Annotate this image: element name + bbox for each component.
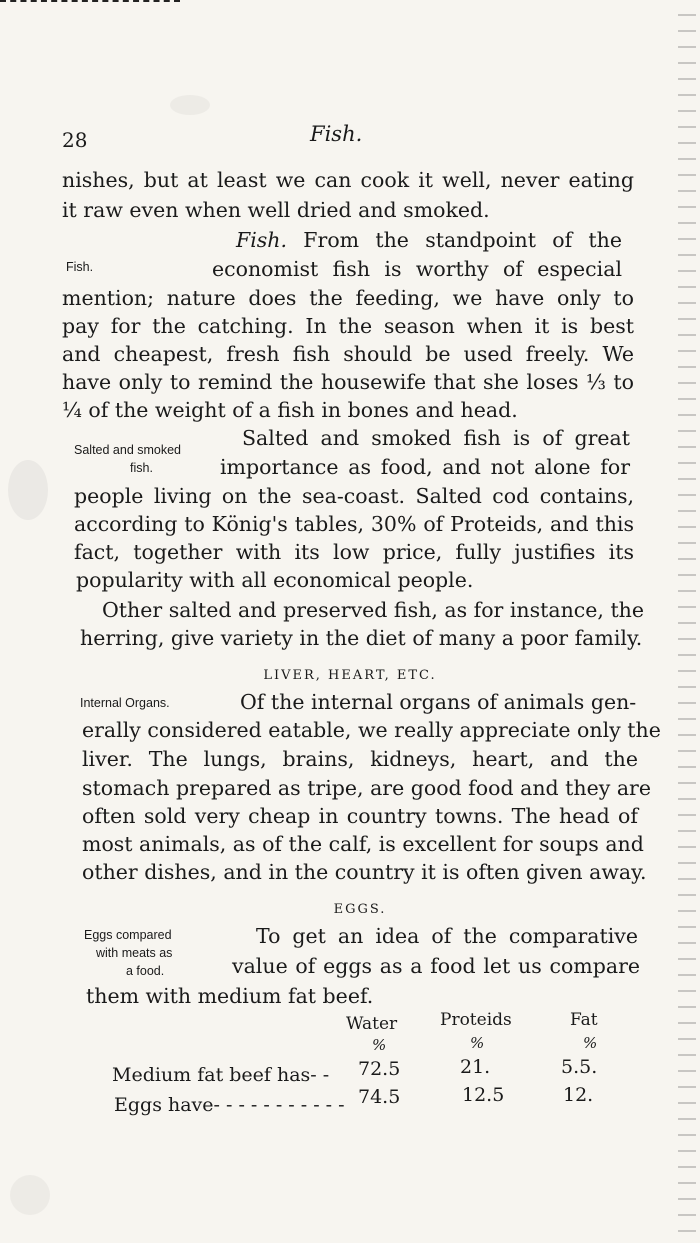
column-unit: % — [372, 1036, 387, 1054]
fish-heading: Fish. — [236, 228, 288, 252]
text-line: have only to remind the housewife that she loses ⅓ to — [62, 370, 634, 394]
column-header: Fat — [570, 1010, 598, 1030]
text-line: liver. The lungs, brains, kidneys, heart, and the — [82, 747, 638, 771]
text-line: Of the internal organs of animals gen- — [240, 690, 637, 714]
column-unit: % — [583, 1034, 598, 1052]
text-line: Salted and smoked fish is of great — [242, 426, 630, 450]
text-line: according to König's tables, 30% of Proteids, and this — [74, 512, 634, 536]
text-line: other dishes, and in the country it is often given away. — [82, 860, 647, 884]
text-line: herring, give variety in the diet of many a poor family. — [80, 626, 643, 650]
margin-note-eggs: a food. — [126, 964, 165, 978]
margin-note-internal: Internal Organs. — [80, 696, 170, 710]
text-line: popularity with all economical people. — [76, 568, 474, 592]
page-number: 28 — [62, 128, 88, 152]
column-header: Water — [346, 1014, 398, 1034]
row-label: Eggs have- - - - - - - - - - - — [114, 1094, 345, 1116]
text-line: mention; nature does the feeding, we have only to — [62, 286, 634, 310]
text-line: stomach prepared as tripe, are good food and they are — [82, 776, 651, 800]
text-line: Other salted and preserved fish, as for instance, the — [102, 598, 645, 622]
table-cell: 72.5 — [358, 1058, 401, 1080]
margin-note-salted: Salted and smoked — [74, 443, 182, 457]
paper-speckle — [8, 460, 48, 520]
text-line: most animals, as of the calf, is excellent for soups and — [82, 832, 644, 856]
text-line: pay for the catching. In the season when it is best — [62, 314, 634, 338]
row-label: Medium fat beef has- - — [112, 1064, 330, 1086]
top-edge-mark — [0, 0, 180, 10]
margin-note-eggs: Eggs compared — [84, 928, 172, 942]
table-cell: 5.5. — [561, 1056, 598, 1078]
table-cell: 12.5 — [462, 1084, 505, 1106]
column-header: Proteids — [440, 1010, 512, 1030]
text-line: it raw even when well dried and smoked. — [62, 198, 490, 222]
page-edge-texture — [678, 0, 696, 1243]
text-line: fact, together with its low price, fully justifies its — [74, 540, 634, 564]
running-title: Fish. — [310, 122, 363, 146]
text-line: often sold very cheap in country towns. The head of — [82, 804, 638, 828]
text-line: people living on the sea-coast. Salted cod contains, — [74, 484, 634, 508]
section-heading-liver: LIVER, HEART, ETC. — [263, 668, 437, 683]
text-span: From the standpoint of the — [303, 228, 622, 252]
text-line — [236, 226, 622, 254]
margin-note-eggs: with meats as — [96, 946, 173, 960]
text-line: importance as food, and not alone for — [220, 455, 630, 479]
text-line: erally considered eatable, we really appreciate only the — [82, 718, 661, 742]
section-heading-eggs: EGGS. — [333, 902, 387, 917]
margin-note-salted: fish. — [130, 461, 153, 475]
text-line: value of eggs as a food let us compare — [232, 954, 640, 978]
text-line: and cheapest, fresh fish should be used freely. We — [62, 342, 634, 366]
table-cell: 21. — [460, 1056, 491, 1078]
paper-speckle — [10, 1175, 50, 1215]
table-cell: 74.5 — [358, 1086, 401, 1108]
table-cell: 12. — [563, 1084, 594, 1106]
text-line: To get an idea of the comparative — [256, 924, 638, 948]
text-line: economist fish is worthy of especial — [212, 257, 622, 281]
page-header — [62, 122, 622, 156]
paper-speckle — [170, 95, 210, 115]
column-unit: % — [470, 1034, 485, 1052]
margin-note-fish: Fish. — [66, 260, 94, 274]
text-line: them with medium fat beef. — [86, 984, 374, 1008]
text-line: ¼ of the weight of a fish in bones and head. — [62, 398, 518, 422]
text-line: nishes, but at least we can cook it well, never eating — [62, 168, 634, 192]
